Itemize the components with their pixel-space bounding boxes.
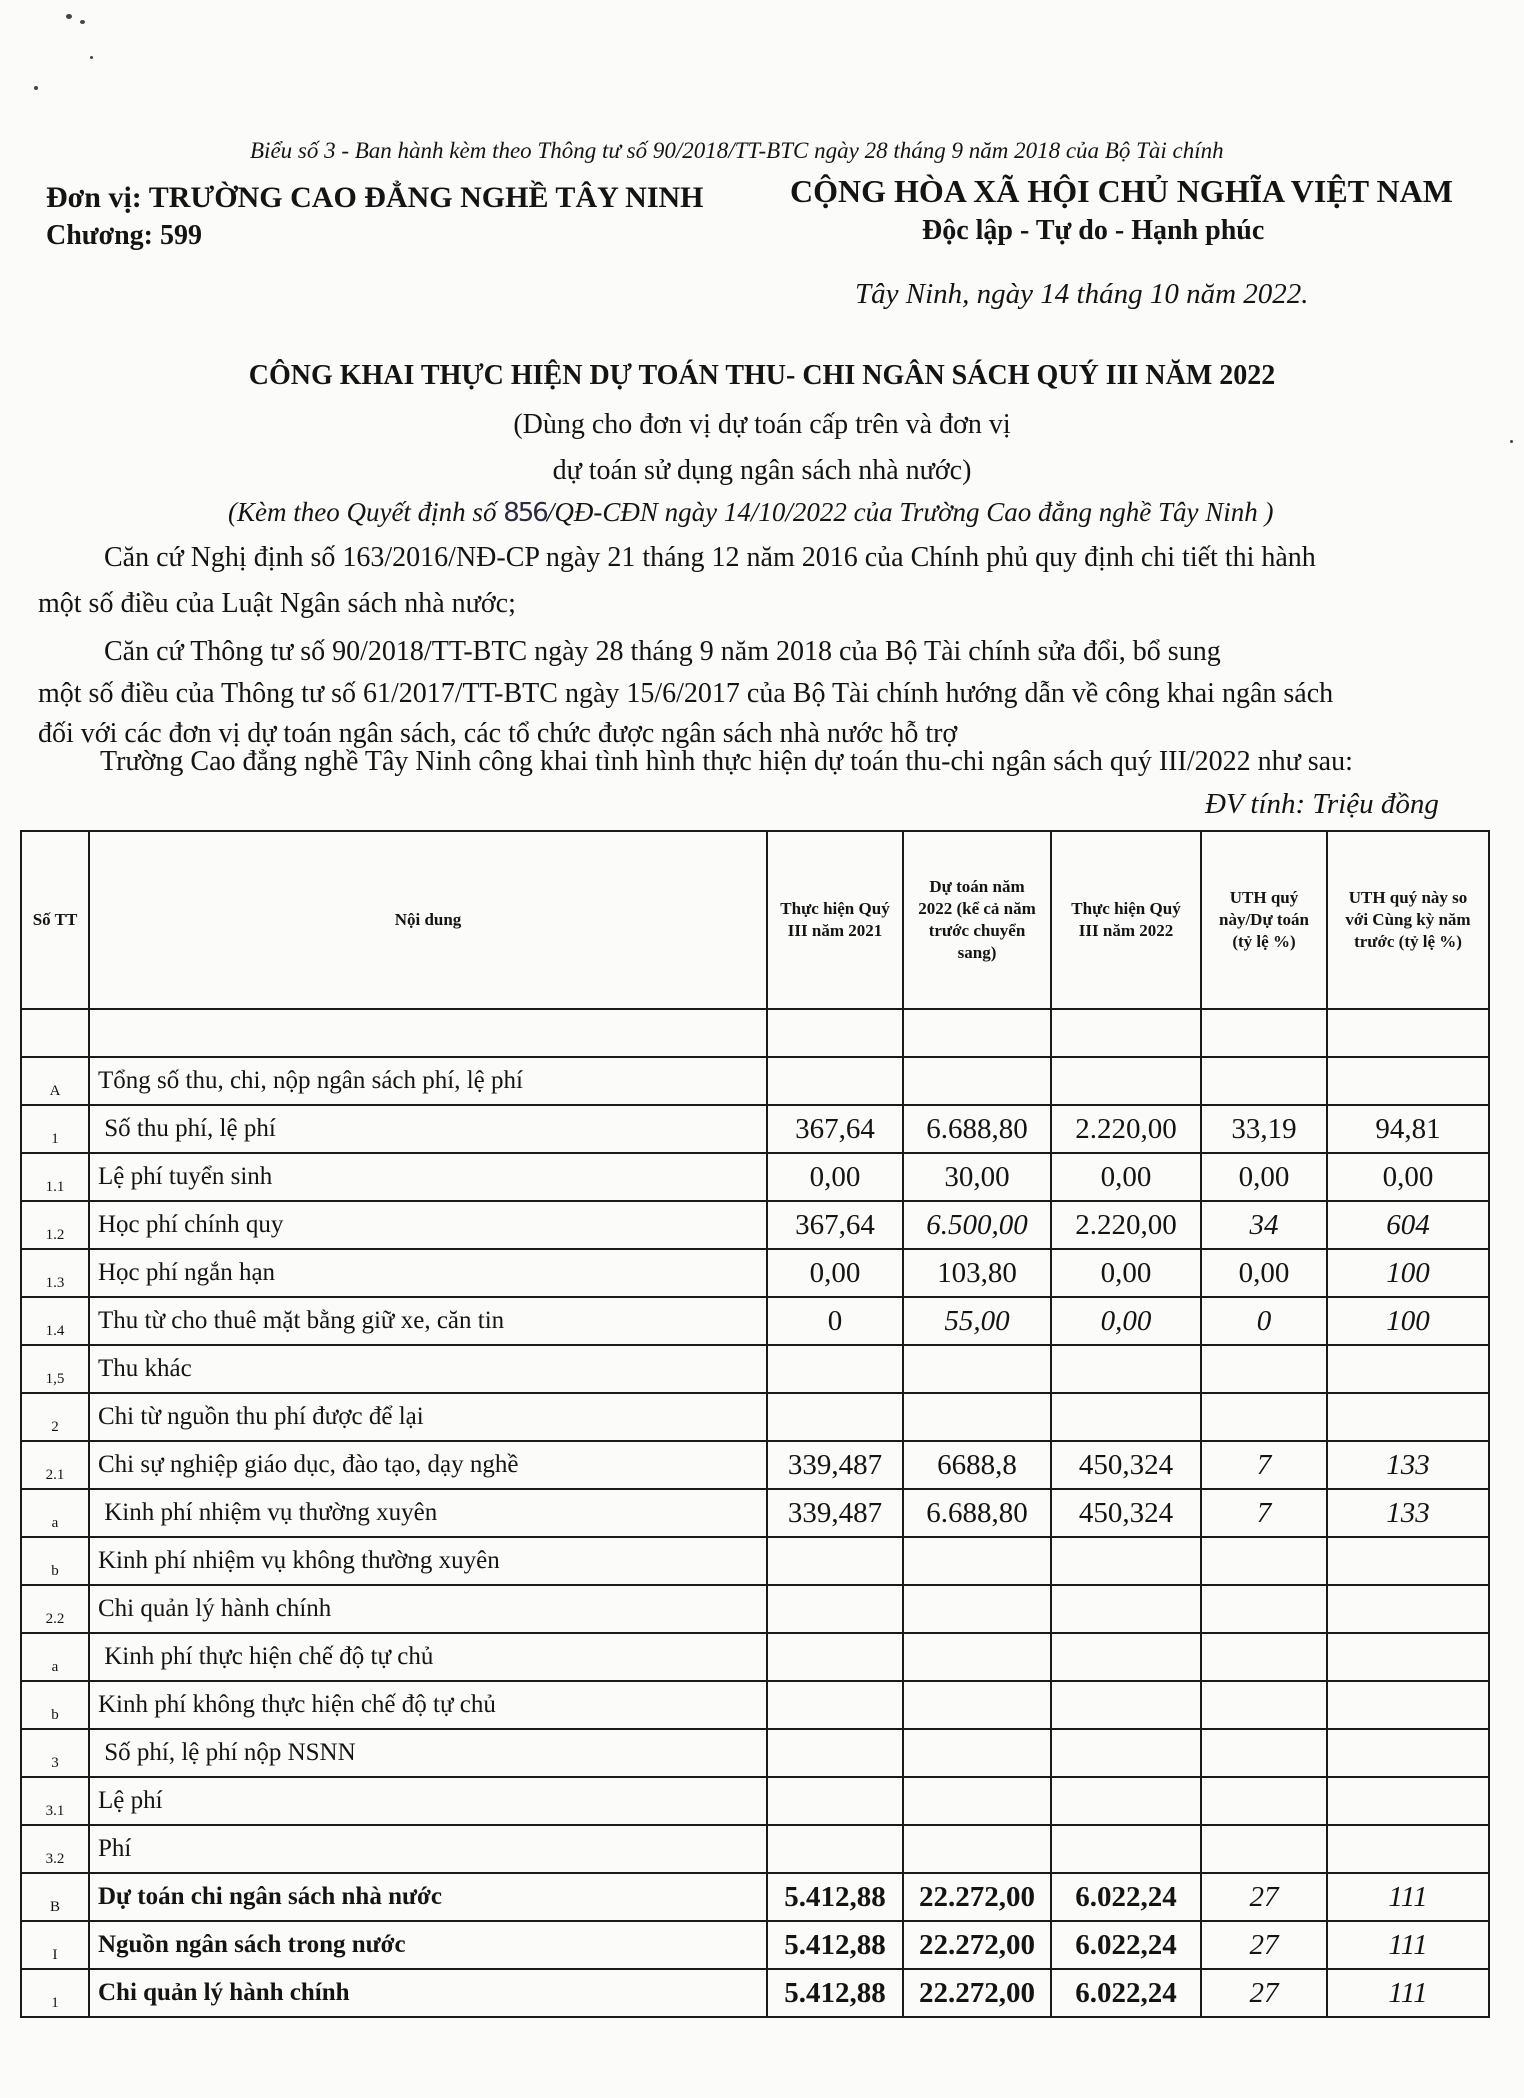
cell-ratio-estimate	[1201, 1585, 1327, 1633]
cell-actual-q3-2021	[767, 1345, 903, 1393]
table-row	[21, 1969, 1489, 2017]
cell-ratio-estimate	[1201, 1633, 1327, 1681]
publication-statement: Trường Cao đẳng nghề Tây Ninh công khai tình hình thực hiện dự toán thu-chi ngân sách quý III/2022 như sau:	[100, 746, 1353, 777]
cell-ratio-estimate: 0	[1201, 1297, 1327, 1345]
row-content: Thu khác	[89, 1345, 767, 1393]
cell-actual-q3-2022: 450,324	[1051, 1441, 1201, 1489]
row-number: 1	[21, 1105, 89, 1153]
cell-ratio-estimate	[1201, 1057, 1327, 1105]
cell-actual-q3-2022	[1051, 1393, 1201, 1441]
cell-estimate-2022: 6688,8	[903, 1441, 1051, 1489]
table-row	[21, 1057, 1489, 1105]
unit-of-measure-note: ĐV tính: Triệu đồng	[1205, 788, 1439, 820]
country-name: CỘNG HÒA XÃ HỘI CHỦ NGHĨA VIỆT NAM	[790, 173, 1453, 209]
cell-ratio-estimate: 0,00	[1201, 1249, 1327, 1297]
cell-actual-q3-2021: 0	[767, 1297, 903, 1345]
row-content: Kinh phí thực hiện chế độ tự chủ	[89, 1633, 767, 1681]
row-content: Tổng số thu, chi, nộp ngân sách phí, lệ phí	[89, 1057, 767, 1105]
cell-ratio-estimate: 34	[1201, 1201, 1327, 1249]
cell-ratio-estimate: 27	[1201, 1969, 1327, 2017]
cell-actual-q3-2022	[1051, 1825, 1201, 1873]
cell-estimate-2022: 6.688,80	[903, 1489, 1051, 1537]
row-number: 3.2	[21, 1825, 89, 1873]
header-ratio-prior-year: UTH quý này so với Cùng kỳ năm trước (tỷ lệ %)	[1327, 831, 1489, 1009]
cell-ratio-estimate	[1201, 1825, 1327, 1873]
cell-ratio-prior-year	[1327, 1393, 1489, 1441]
row-content: Kinh phí nhiệm vụ thường xuyên	[89, 1489, 767, 1537]
cell-actual-q3-2021	[767, 1009, 903, 1057]
row-number	[21, 1009, 89, 1057]
cell-actual-q3-2022: 2.220,00	[1051, 1201, 1201, 1249]
place-date: Tây Ninh, ngày 14 tháng 10 năm 2022.	[855, 278, 1309, 310]
row-content: Chi quản lý hành chính	[89, 1585, 767, 1633]
attachment-note-post: /QĐ-CĐN ngày 14/10/2022 của Trường Cao đẳng nghề Tây Ninh )	[546, 497, 1274, 527]
cell-actual-q3-2021: 5.412,88	[767, 1921, 903, 1969]
row-content: Phí	[89, 1825, 767, 1873]
row-content: Nguồn ngân sách trong nước	[89, 1921, 767, 1969]
table-row	[21, 1009, 1489, 1057]
cell-actual-q3-2021: 367,64	[767, 1201, 903, 1249]
cell-actual-q3-2021	[767, 1585, 903, 1633]
cell-ratio-prior-year	[1327, 1825, 1489, 1873]
cell-actual-q3-2021: 5.412,88	[767, 1873, 903, 1921]
table-header-row	[21, 831, 1489, 1009]
cell-actual-q3-2021	[767, 1393, 903, 1441]
table-row	[21, 1297, 1489, 1345]
row-number: 1,5	[21, 1345, 89, 1393]
cell-ratio-prior-year	[1327, 1537, 1489, 1585]
motto: Độc lập - Tự do - Hạnh phúc	[922, 215, 1265, 246]
row-number: I	[21, 1921, 89, 1969]
cell-ratio-prior-year	[1327, 1009, 1489, 1057]
cell-actual-q3-2022: 0,00	[1051, 1297, 1201, 1345]
basis-paragraph-2-line-1: Căn cứ Thông tư số 90/2018/TT-BTC ngày 28 tháng 9 năm 2018 của Bộ Tài chính sửa đổi, bổ sung	[104, 636, 1221, 667]
basis-paragraph-1-line-2: một số điều của Luật Ngân sách nhà nước;	[38, 588, 516, 619]
header-content: Nội dung	[89, 831, 767, 1009]
table-row	[21, 1777, 1489, 1825]
row-number: 2.1	[21, 1441, 89, 1489]
cell-ratio-estimate	[1201, 1729, 1327, 1777]
form-note: Biểu số 3 - Ban hành kèm theo Thông tư số 90/2018/TT-BTC ngày 28 tháng 9 năm 2018 của Bộ Tài chính	[250, 138, 1224, 163]
cell-ratio-prior-year: 604	[1327, 1201, 1489, 1249]
basis-paragraph-2-line-3: đối với các đơn vị dự toán ngân sách, các tổ chức được ngân sách nhà nước hỗ trợ	[38, 718, 958, 749]
cell-ratio-estimate	[1201, 1345, 1327, 1393]
row-content: Số thu phí, lệ phí	[89, 1105, 767, 1153]
basis-paragraph-2-line-2: một số điều của Thông tư số 61/2017/TT-BTC ngày 15/6/2017 của Bộ Tài chính hướng dẫn về công khai ngân sách	[38, 678, 1334, 709]
cell-ratio-prior-year: 111	[1327, 1873, 1489, 1921]
row-number: 1.1	[21, 1153, 89, 1201]
cell-actual-q3-2022	[1051, 1633, 1201, 1681]
row-number: 1.3	[21, 1249, 89, 1297]
cell-ratio-prior-year: 111	[1327, 1921, 1489, 1969]
cell-ratio-prior-year	[1327, 1729, 1489, 1777]
cell-estimate-2022	[903, 1729, 1051, 1777]
cell-estimate-2022	[903, 1393, 1051, 1441]
table-row	[21, 1489, 1489, 1537]
cell-actual-q3-2021: 0,00	[767, 1249, 903, 1297]
row-content: Chi quản lý hành chính	[89, 1969, 767, 2017]
cell-estimate-2022: 103,80	[903, 1249, 1051, 1297]
row-number: B	[21, 1873, 89, 1921]
cell-estimate-2022: 22.272,00	[903, 1969, 1051, 2017]
cell-actual-q3-2022: 450,324	[1051, 1489, 1201, 1537]
cell-ratio-prior-year	[1327, 1345, 1489, 1393]
cell-actual-q3-2022: 0,00	[1051, 1153, 1201, 1201]
row-number: b	[21, 1537, 89, 1585]
unit-name: Đơn vị: TRƯỜNG CAO ĐẲNG NGHỀ TÂY NINH	[46, 181, 704, 214]
row-number: 2.2	[21, 1585, 89, 1633]
cell-actual-q3-2022: 6.022,24	[1051, 1873, 1201, 1921]
budget-table	[20, 830, 1490, 2018]
subtitle-line-2: dự toán sử dụng ngân sách nhà nước)	[552, 455, 972, 486]
row-number: 3	[21, 1729, 89, 1777]
cell-ratio-prior-year	[1327, 1777, 1489, 1825]
cell-ratio-estimate	[1201, 1393, 1327, 1441]
cell-actual-q3-2022	[1051, 1345, 1201, 1393]
table-row	[21, 1249, 1489, 1297]
row-number: A	[21, 1057, 89, 1105]
cell-estimate-2022: 6.688,80	[903, 1105, 1051, 1153]
header-actual-q3-2022: Thực hiện Quý III năm 2022	[1051, 831, 1201, 1009]
cell-actual-q3-2022	[1051, 1057, 1201, 1105]
cell-estimate-2022	[903, 1777, 1051, 1825]
table-row	[21, 1537, 1489, 1585]
cell-actual-q3-2021: 339,487	[767, 1441, 903, 1489]
header-no: Số TT	[21, 831, 89, 1009]
cell-actual-q3-2022: 0,00	[1051, 1249, 1201, 1297]
cell-ratio-prior-year: 100	[1327, 1297, 1489, 1345]
row-number: a	[21, 1633, 89, 1681]
table-row	[21, 1681, 1489, 1729]
cell-ratio-estimate: 27	[1201, 1873, 1327, 1921]
cell-estimate-2022	[903, 1537, 1051, 1585]
scan-speck	[90, 56, 93, 59]
row-content: Số phí, lệ phí nộp NSNN	[89, 1729, 767, 1777]
scan-speck	[66, 14, 72, 19]
table-row	[21, 1633, 1489, 1681]
cell-actual-q3-2021	[767, 1777, 903, 1825]
basis-paragraph-1-line-1: Căn cứ Nghị định số 163/2016/NĐ-CP ngày 21 tháng 12 năm 2016 của Chính phủ quy định chi tiết thi hành	[104, 542, 1316, 573]
row-content: Lệ phí tuyển sinh	[89, 1153, 767, 1201]
cell-actual-q3-2021	[767, 1633, 903, 1681]
table-row	[21, 1873, 1489, 1921]
cell-estimate-2022	[903, 1633, 1051, 1681]
cell-actual-q3-2022: 6.022,24	[1051, 1969, 1201, 2017]
cell-estimate-2022: 22.272,00	[903, 1873, 1051, 1921]
cell-estimate-2022: 6.500,00	[903, 1201, 1051, 1249]
cell-ratio-prior-year: 94,81	[1327, 1105, 1489, 1153]
cell-ratio-estimate	[1201, 1537, 1327, 1585]
row-content: Dự toán chi ngân sách nhà nước	[89, 1873, 767, 1921]
row-number: 2	[21, 1393, 89, 1441]
cell-ratio-estimate: 0,00	[1201, 1153, 1327, 1201]
table-row	[21, 1201, 1489, 1249]
cell-ratio-prior-year: 0,00	[1327, 1153, 1489, 1201]
cell-estimate-2022	[903, 1345, 1051, 1393]
table-row	[21, 1153, 1489, 1201]
cell-estimate-2022	[903, 1009, 1051, 1057]
row-content: Chi sự nghiệp giáo dục, đào tạo, dạy nghề	[89, 1441, 767, 1489]
row-content: Học phí ngắn hạn	[89, 1249, 767, 1297]
cell-actual-q3-2022	[1051, 1681, 1201, 1729]
table-row	[21, 1729, 1489, 1777]
cell-actual-q3-2021: 0,00	[767, 1153, 903, 1201]
cell-estimate-2022: 55,00	[903, 1297, 1051, 1345]
document-title: CÔNG KHAI THỰC HIỆN DỰ TOÁN THU- CHI NGÂN SÁCH QUÝ III NĂM 2022	[248, 360, 1276, 391]
cell-actual-q3-2022	[1051, 1729, 1201, 1777]
cell-estimate-2022: 30,00	[903, 1153, 1051, 1201]
cell-estimate-2022: 22.272,00	[903, 1921, 1051, 1969]
attachment-note-pre: (Kèm theo Quyết định số	[228, 497, 497, 527]
scan-speck	[34, 86, 38, 90]
table-row	[21, 1345, 1489, 1393]
cell-estimate-2022	[903, 1681, 1051, 1729]
table-row	[21, 1393, 1489, 1441]
header-estimate-2022: Dự toán năm 2022 (kể cả năm trước chuyển sang)	[903, 831, 1051, 1009]
cell-actual-q3-2022	[1051, 1009, 1201, 1057]
subtitle-line-1: (Dùng cho đơn vị dự toán cấp trên và đơn vị	[513, 409, 1011, 440]
cell-actual-q3-2022: 2.220,00	[1051, 1105, 1201, 1153]
scan-speck	[80, 20, 85, 24]
attachment-note	[228, 497, 1273, 528]
row-content: Lệ phí	[89, 1777, 767, 1825]
cell-actual-q3-2021	[767, 1057, 903, 1105]
row-content: Kinh phí không thực hiện chế độ tự chủ	[89, 1681, 767, 1729]
cell-ratio-estimate: 7	[1201, 1489, 1327, 1537]
cell-actual-q3-2022	[1051, 1777, 1201, 1825]
cell-ratio-estimate: 27	[1201, 1921, 1327, 1969]
cell-estimate-2022	[903, 1585, 1051, 1633]
row-content: Chi từ nguồn thu phí được để lại	[89, 1393, 767, 1441]
cell-actual-q3-2021	[767, 1825, 903, 1873]
chapter: Chương: 599	[46, 220, 202, 251]
header-ratio-estimate: UTH quý này/Dự toán (tỷ lệ %)	[1201, 831, 1327, 1009]
table-row	[21, 1825, 1489, 1873]
row-number: 1.2	[21, 1201, 89, 1249]
cell-actual-q3-2021: 339,487	[767, 1489, 903, 1537]
cell-ratio-prior-year: 111	[1327, 1969, 1489, 2017]
cell-ratio-estimate: 33,19	[1201, 1105, 1327, 1153]
cell-ratio-prior-year	[1327, 1585, 1489, 1633]
cell-ratio-prior-year	[1327, 1633, 1489, 1681]
cell-actual-q3-2021	[767, 1729, 903, 1777]
table-row	[21, 1441, 1489, 1489]
row-content: Kinh phí nhiệm vụ không thường xuyên	[89, 1537, 767, 1585]
cell-actual-q3-2021: 367,64	[767, 1105, 903, 1153]
row-number: a	[21, 1489, 89, 1537]
cell-actual-q3-2022: 6.022,24	[1051, 1921, 1201, 1969]
row-content: Thu từ cho thuê mặt bằng giữ xe, căn tin	[89, 1297, 767, 1345]
table-row	[21, 1105, 1489, 1153]
row-number: 1.4	[21, 1297, 89, 1345]
row-content: Học phí chính quy	[89, 1201, 767, 1249]
cell-ratio-prior-year: 100	[1327, 1249, 1489, 1297]
row-number: 1	[21, 1969, 89, 2017]
cell-ratio-prior-year: 133	[1327, 1441, 1489, 1489]
cell-estimate-2022	[903, 1057, 1051, 1105]
cell-actual-q3-2021	[767, 1681, 903, 1729]
header-actual-q3-2021: Thực hiện Quý III năm 2021	[767, 831, 903, 1009]
cell-ratio-estimate	[1201, 1009, 1327, 1057]
row-content	[89, 1009, 767, 1057]
table-row	[21, 1585, 1489, 1633]
cell-ratio-prior-year	[1327, 1681, 1489, 1729]
handwritten-decision-number: 856	[503, 498, 547, 528]
cell-actual-q3-2021: 5.412,88	[767, 1969, 903, 2017]
cell-ratio-estimate	[1201, 1777, 1327, 1825]
row-number: b	[21, 1681, 89, 1729]
cell-ratio-prior-year	[1327, 1057, 1489, 1105]
cell-actual-q3-2022	[1051, 1537, 1201, 1585]
cell-ratio-prior-year: 133	[1327, 1489, 1489, 1537]
cell-ratio-estimate	[1201, 1681, 1327, 1729]
table-row	[21, 1921, 1489, 1969]
cell-actual-q3-2021	[767, 1537, 903, 1585]
row-number: 3.1	[21, 1777, 89, 1825]
cell-actual-q3-2022	[1051, 1585, 1201, 1633]
cell-ratio-estimate: 7	[1201, 1441, 1327, 1489]
cell-estimate-2022	[903, 1825, 1051, 1873]
